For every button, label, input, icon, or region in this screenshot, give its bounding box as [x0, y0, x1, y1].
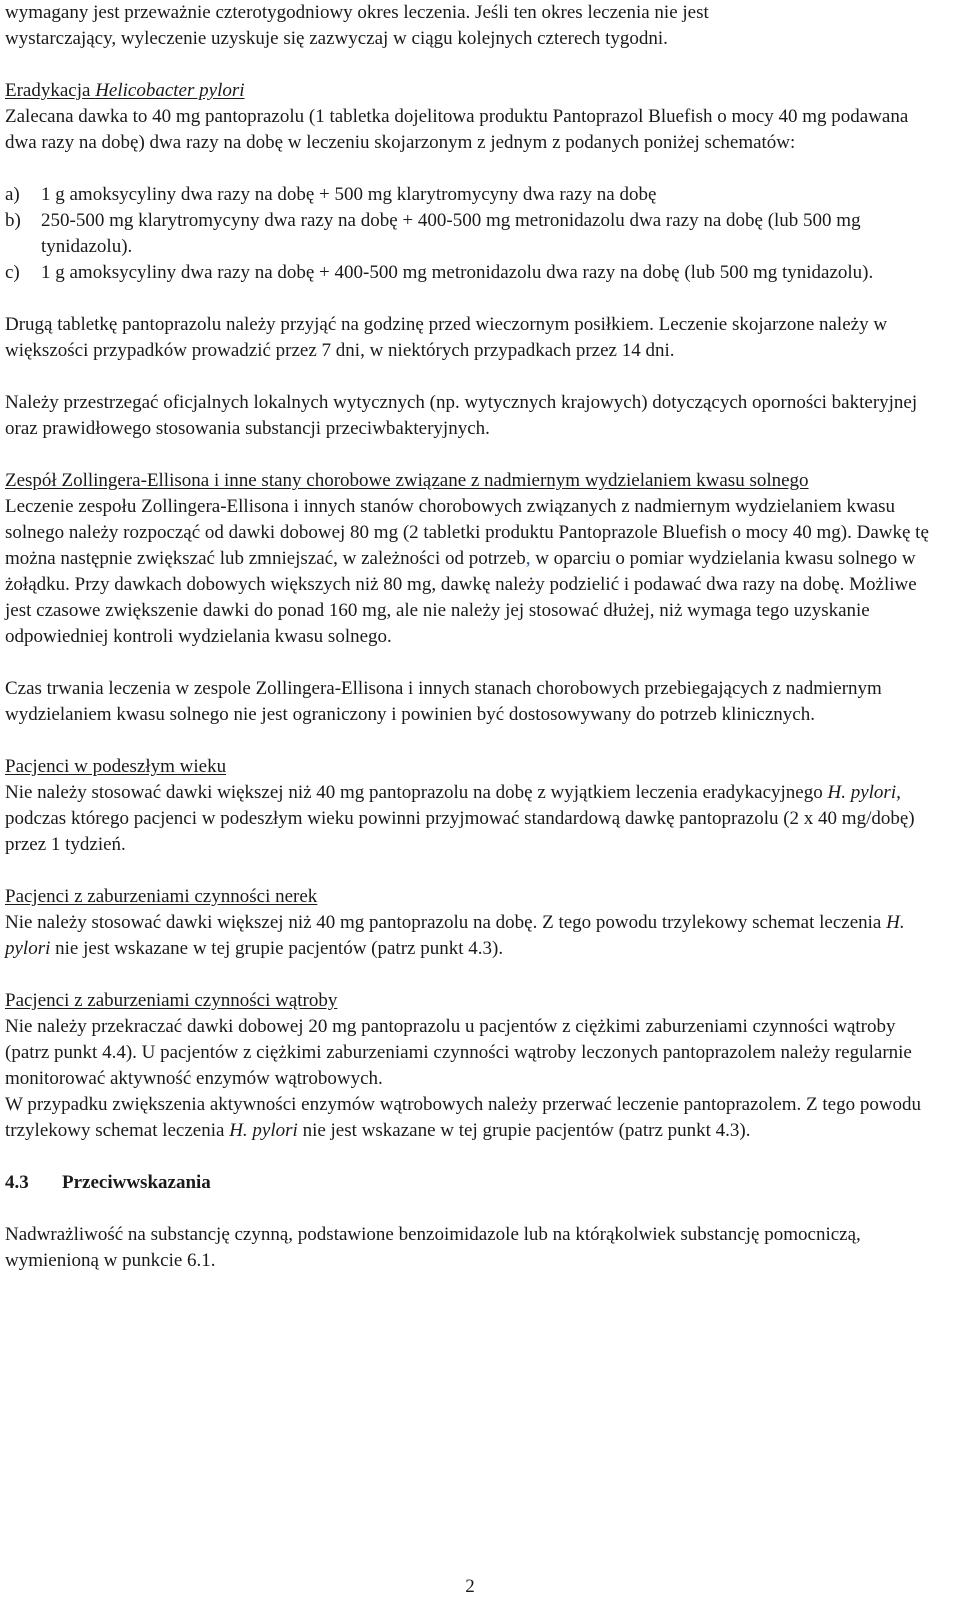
renal-paragraph: Nie należy stosować dawki większej niż 40 mg pantoprazolu na dobę. Z tego powodu trzylekowy schemat leczenia H. pylori nie jest wskazane w tej grupie pacjentów (patrz punkt 4.3).: [5, 912, 905, 959]
list-text: 250-500 mg klarytromycyny dwa razy na dobę + 400-500 mg metronidazolu dwa razy na dobę (lub 500 mg tynidazolu).: [41, 210, 861, 257]
zollinger-heading: Zespół Zollingera-Ellisona i inne stany chorobowe związane z nadmiernym wydzielaniem kwasu solnego: [5, 470, 809, 491]
section-title: Przeciwwskazania: [62, 1172, 211, 1193]
blue-comma: ,: [525, 548, 531, 569]
page-number: 2: [465, 1576, 475, 1597]
eradication-text: Zalecana dawka to 40 mg pantoprazolu (1 tabletka dojelitowa produktu Pantoprazol Bluefish o mocy 40 mg podawana dwa razy na dobę) dwa razy na dobę w leczeniu skojarzonym z jednym z podanych poniżej schematów:: [5, 106, 909, 153]
list-marker: a): [5, 184, 20, 205]
hepatic-paragraph-2: W przypadku zwiększenia aktywności enzymów wątrobowych należy przerwać leczenie pantoprazolem. Z tego powodu trzylekowy schemat leczenia H. pylori nie jest wskazane w tej grupie pacjentów (patrz punkt 4.3).: [5, 1094, 922, 1141]
intro-paragraph: [5, 0, 935, 52]
intro-line-1: wymagany jest przeważnie czterotygodniowy okres leczenia. Jeśli ten okres leczenia nie jest: [5, 2, 709, 23]
list-marker: c): [5, 262, 20, 283]
list-item: [5, 260, 935, 286]
section-number: 4.3: [5, 1172, 29, 1193]
hepatic-paragraph-1: Nie należy przekraczać dawki dobowej 20 mg pantoprazolu u pacjentów z ciężkimi zaburzeniami czynności wątroby (patrz punkt 4.4). U pacjentów z ciężkimi zaburzeniami czynności wątroby leczonych pantoprazolem należy regularnie monitorować aktywność enzymów wątrobowych.: [5, 1016, 912, 1089]
renal-heading: Pacjenci z zaburzeniami czynności nerek: [5, 886, 318, 907]
elderly-paragraph: Nie należy stosować dawki większej niż 40 mg pantoprazolu na dobę z wyjątkiem leczenia eradykacyjnego H. pylori, podczas którego pacjenci w podeszłym wieku powinni przyjmować standardową dawkę pantoprazolu (2 x 40 mg/dobę) przez 1 tydzień.: [5, 782, 915, 855]
contraindications-paragraph: Nadwrażliwość na substancję czynną, podstawione benzoimidazole lub na którąkolwiek substancję pomocniczą, wymienioną w punkcie 6.1.: [5, 1224, 861, 1271]
document-page: [5, 0, 935, 1274]
zollinger-paragraph: Leczenie zespołu Zollingera-Ellisona i innych stanów chorobowych związanych z nadmiernym wydzielaniem kwasu solnego należy rozpocząć od dawki dobowej 80 mg (2 tabletki produktu Pantoprazole Bluefish o mocy 40 mg). Dawkę tę można następnie zwiększać lub zmniejszać, w zależności od potrzeb, w oparciu o pomiar wydzielania kwasu solnego w żołądku. Przy dawkach dobowych większych niż 80 mg, dawkę należy podzielić i podawać dwa razy na dobę. Możliwe jest czasowe zwiększenie dawki do ponad 160 mg, ale nie należy jej stosować dłużej, niż wymaga tego uzyskanie odpowiedniej kontroli wydzielania kwasu solnego.: [5, 496, 929, 647]
list-item: [5, 208, 935, 260]
regimen-list: [5, 182, 935, 286]
list-text: 1 g amoksycyliny dwa razy na dobę + 400-500 mg metronidazolu dwa razy na dobę (lub 500 mg tynidazolu).: [41, 262, 874, 283]
guidelines-paragraph: Należy przestrzegać oficjalnych lokalnych wytycznych (np. wytycznych krajowych) dotyczących oporności bakteryjnej oraz prawidłowego stosowania substancji przeciwbakteryjnych.: [5, 392, 918, 439]
second-tablet-paragraph: Drugą tabletkę pantoprazolu należy przyjąć na godzinę przed wieczornym posiłkiem. Leczenie skojarzone należy w większości przypadków prowadzić przez 7 dni, w niektórych przypadkach przez 14 dni.: [5, 314, 888, 361]
list-marker: b): [5, 210, 21, 231]
list-text: 1 g amoksycyliny dwa razy na dobę + 500 mg klarytromycyny dwa razy na dobę: [41, 184, 657, 205]
zollinger-duration-paragraph: Czas trwania leczenia w zespole Zollingera-Ellisona i innych stanach chorobowych przebiegających z nadmiernym wydzielaniem kwasu solnego nie jest ograniczony i powinien być dostosowywany do potrzeb klinicznych.: [5, 678, 882, 725]
list-item: [5, 182, 935, 208]
intro-line-2: wystarczający, wyleczenie uzyskuje się zazwyczaj w ciągu kolejnych czterech tygodni.: [5, 28, 668, 49]
eradication-heading: Eradykacja Helicobacter pylori: [5, 80, 245, 101]
eradication-heading-italic: Helicobacter pylori: [95, 80, 245, 101]
hepatic-heading: Pacjenci z zaburzeniami czynności wątroby: [5, 990, 338, 1011]
section-heading-contraindications: [5, 1170, 935, 1196]
elderly-heading: Pacjenci w podeszłym wieku: [5, 756, 227, 777]
